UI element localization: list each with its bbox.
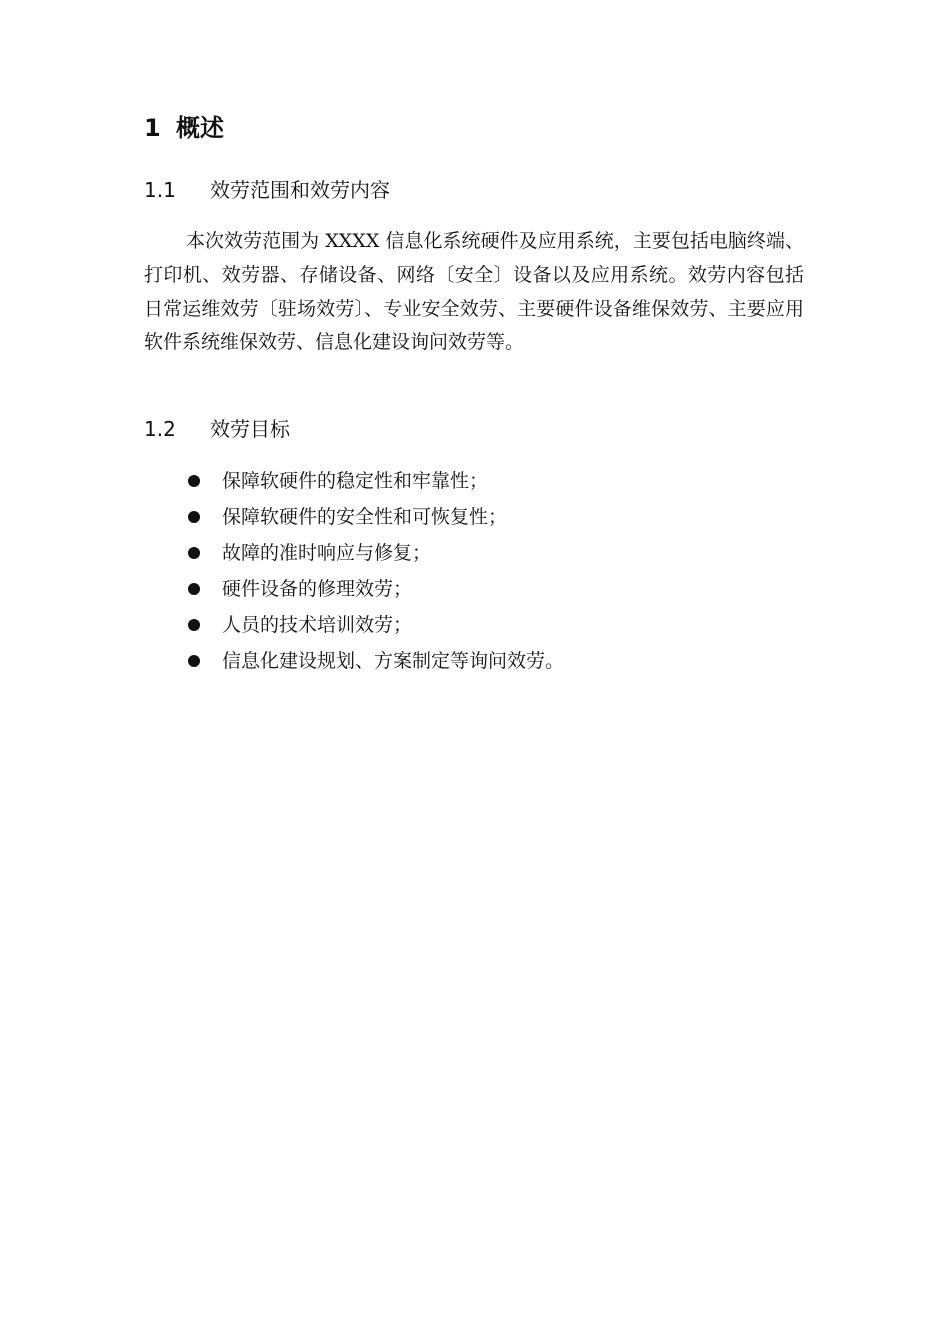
- bullet-icon: [188, 547, 200, 559]
- list-item: [188, 463, 564, 499]
- list-item-text: 故障的准时响应与修复；: [222, 542, 432, 564]
- subsection-number: 1.2: [144, 417, 176, 441]
- list-item-text: 保障软硬件的安全性和可恢复性；: [222, 506, 508, 528]
- subsection-heading-scope: [144, 175, 390, 205]
- section-title: 概述: [176, 114, 224, 142]
- list-item: [188, 607, 564, 643]
- list-item-text: 硬件设备的修理效劳；: [222, 578, 413, 600]
- subsection-number: 1.1: [144, 178, 176, 202]
- list-item-text: 信息化建设规划、方案制定等询问效劳。: [222, 650, 565, 672]
- list-item: [188, 571, 564, 607]
- scope-paragraph: 本次效劳范围为 XXXX 信息化系统硬件及应用系统，主要包括电脑终端、打印机、效劳器、存储设备、网络〔安全〕设备以及应用系统。效劳内容包括日常运维效劳〔驻场效劳〕、专业安全效劳、主要硬件设备维保效劳、主要应用软件系统维保效劳、信息化建设询问效劳等。: [144, 230, 804, 354]
- bullet-icon: [188, 619, 200, 631]
- subsection-title: 效劳目标: [210, 417, 290, 441]
- list-item: [188, 499, 564, 535]
- goals-list: [188, 463, 564, 679]
- list-item: [188, 643, 564, 679]
- list-item: [188, 535, 564, 571]
- bullet-icon: [188, 475, 200, 487]
- list-item-text: 人员的技术培训效劳；: [222, 614, 413, 636]
- bullet-icon: [188, 583, 200, 595]
- bullet-icon: [188, 511, 200, 523]
- list-item-text: 保障软硬件的稳定性和牢靠性；: [222, 470, 489, 492]
- bullet-icon: [188, 655, 200, 667]
- subsection-title: 效劳范围和效劳内容: [210, 178, 390, 202]
- subsection-heading-goals: [144, 414, 290, 444]
- section-number: 1: [144, 114, 161, 142]
- section-heading: [144, 111, 224, 145]
